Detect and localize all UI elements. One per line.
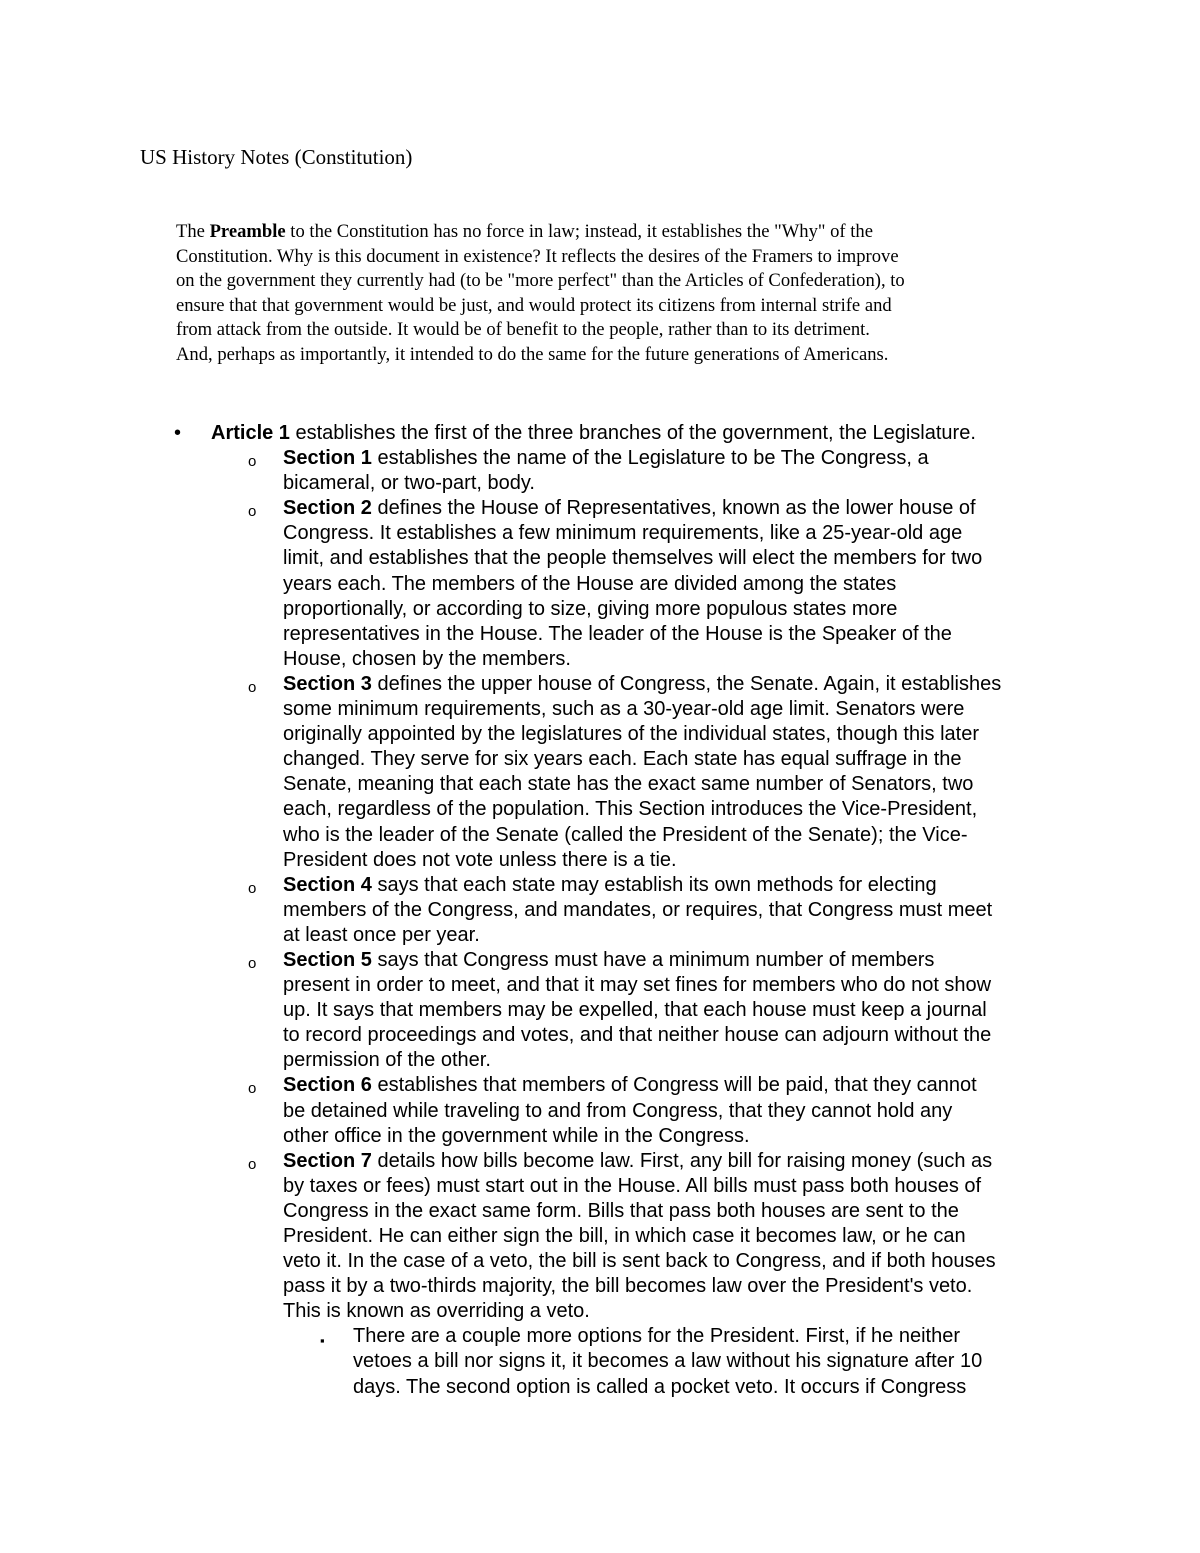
section-line: bicameral, or two-part, body. (283, 472, 535, 495)
section-line: Congress. It establishes a few minimum requirements, like a 25-year-old age (283, 522, 963, 545)
section-line: proportionally, or according to size, giving more populous states more (283, 597, 898, 620)
article-1-heading: Article 1 (211, 422, 290, 444)
preamble-line: Constitution. Why is this document in existence? It reflects the desires of the Framers to improve (176, 245, 899, 267)
circle-bullet-marker: o (248, 879, 257, 897)
preamble-line (176, 220, 1056, 245)
article-1-text: establishes the first of the three branches of the government, the Legislature. (289, 422, 976, 444)
section-line: representatives in the House. The leader of the House is the Speaker of the (283, 622, 952, 645)
section-line: changed. They serve for six years each. Each state has equal suffrage in the (283, 748, 962, 771)
section-line: limit, and establishes that the people themselves will elect the members for two (283, 547, 983, 570)
preamble-line: ensure that that government would be just, and would protect its citizens from internal strife and (176, 294, 892, 316)
section-line: to record proceedings and votes, and that neither house can adjourn without the (283, 1024, 992, 1047)
section-heading: Section 1 (283, 447, 372, 470)
section-text: says that Congress must have a minimum number of members (371, 948, 935, 971)
article-outline (0, 421, 1200, 1400)
bullet-marker: • (174, 422, 182, 444)
section-line: veto it. In the case of a veto, the bill is sent back to Congress, and if both houses (283, 1250, 996, 1273)
circle-bullet-marker: o (248, 1155, 257, 1173)
section-item (0, 446, 1200, 471)
section-text: defines the upper house of Congress, the Senate. Again, it establishes (371, 672, 1002, 695)
section-item (0, 672, 1200, 697)
section-line: members of the Congress, and mandates, or requires, that Congress must meet (283, 898, 993, 921)
section-text: details how bills become law. First, any bill for raising money (such as (371, 1149, 993, 1172)
section-line: who is the leader of the Senate (called the President of the Senate); the Vice- (283, 823, 968, 846)
section-item (0, 873, 1200, 898)
section-line: House, chosen by the members. (283, 647, 571, 670)
section-item (0, 1073, 1200, 1098)
section-text: establishes the name of the Legislature to be The Congress, a (371, 447, 929, 470)
section-line: be detained while traveling to and from Congress, that they cannot hold any (283, 1099, 953, 1122)
section-line: pass it by a two-thirds majority, the bill becomes law over the President's veto. (283, 1275, 973, 1298)
preamble-term: Preamble (209, 221, 286, 242)
section-line: up. It says that members may be expelled, that each house must keep a journal (283, 999, 987, 1022)
section-heading: Section 4 (283, 873, 372, 896)
section-line: by taxes or fees) must start out in the House. All bills must pass both houses of (283, 1174, 982, 1197)
circle-bullet-marker: o (248, 503, 257, 521)
circle-bullet-marker: o (248, 954, 257, 972)
section-line: present in order to meet, and that it may set fines for members who do not show (283, 974, 992, 997)
preamble-line: on the government they currently had (to be "more perfect" than the Articles of Confederation), to (176, 270, 905, 292)
subpoint-line: vetoes a bill nor signs it, it becomes a law without his signature after 10 (353, 1350, 983, 1373)
section-heading: Section 3 (283, 672, 372, 695)
section-line: some minimum requirements, such as a 30-year-old age limit. Senators were (283, 698, 965, 721)
preamble-line: And, perhaps as importantly, it intended to do the same for the future generations of Americans. (176, 343, 889, 365)
subpoint-line: days. The second option is called a pocket veto. It occurs if Congress (353, 1375, 967, 1398)
section-text: defines the House of Representatives, known as the lower house of (371, 497, 976, 520)
section-line: at least once per year. (283, 923, 480, 946)
section-item (0, 496, 1200, 521)
section-heading: Section 2 (283, 497, 372, 520)
section-line: President does not vote unless there is a tie. (283, 848, 677, 871)
section-line: This is known as overriding a veto. (283, 1300, 590, 1323)
preamble-intro: The (176, 221, 210, 242)
preamble-paragraph (176, 220, 1056, 368)
square-bullet-marker: ▪ (320, 1333, 325, 1349)
page-title: US History Notes (Constitution) (140, 145, 413, 169)
section-line: years each. The members of the House are divided among the states (283, 572, 897, 595)
sections-list (0, 446, 1200, 1324)
section-line: each, regardless of the population. This Section introduces the Vice-President, (283, 798, 978, 821)
section-item (0, 948, 1200, 973)
section-text: establishes that members of Congress will be paid, that they cannot (371, 1074, 977, 1097)
circle-bullet-marker: o (248, 678, 257, 696)
section-heading: Section 5 (283, 948, 372, 971)
section-line: President. He can either sign the bill, in which case it becomes law, or he can (283, 1225, 966, 1247)
section-line: other office in the government while in the Congress. (283, 1124, 750, 1147)
section-heading: Section 6 (283, 1074, 372, 1097)
section-text: says that each state may establish its own methods for electing (371, 873, 937, 896)
article-1-item (0, 421, 1200, 446)
section-line: Congress in the exact same form. Bills that pass both houses are sent to the (283, 1199, 959, 1222)
preamble-text: to the Constitution has no force in law; instead, it establishes the "Why" of the (285, 221, 873, 242)
preamble-line: from attack from the outside. It would be of benefit to the people, rather than to its detriment. (176, 319, 870, 341)
subpoint-text: There are a couple more options for the President. First, if he neither (353, 1325, 960, 1348)
section-line: permission of the other. (283, 1049, 491, 1072)
circle-bullet-marker: o (248, 453, 257, 471)
circle-bullet-marker: o (248, 1080, 257, 1098)
section-line: originally appointed by the legislatures of the individual states, though this later (283, 723, 979, 746)
subpoint-item (0, 1324, 1200, 1349)
section-heading: Section 7 (283, 1149, 372, 1172)
section-item (0, 1149, 1200, 1174)
section-line: Senate, meaning that each state has the exact same number of Senators, two (283, 773, 974, 796)
